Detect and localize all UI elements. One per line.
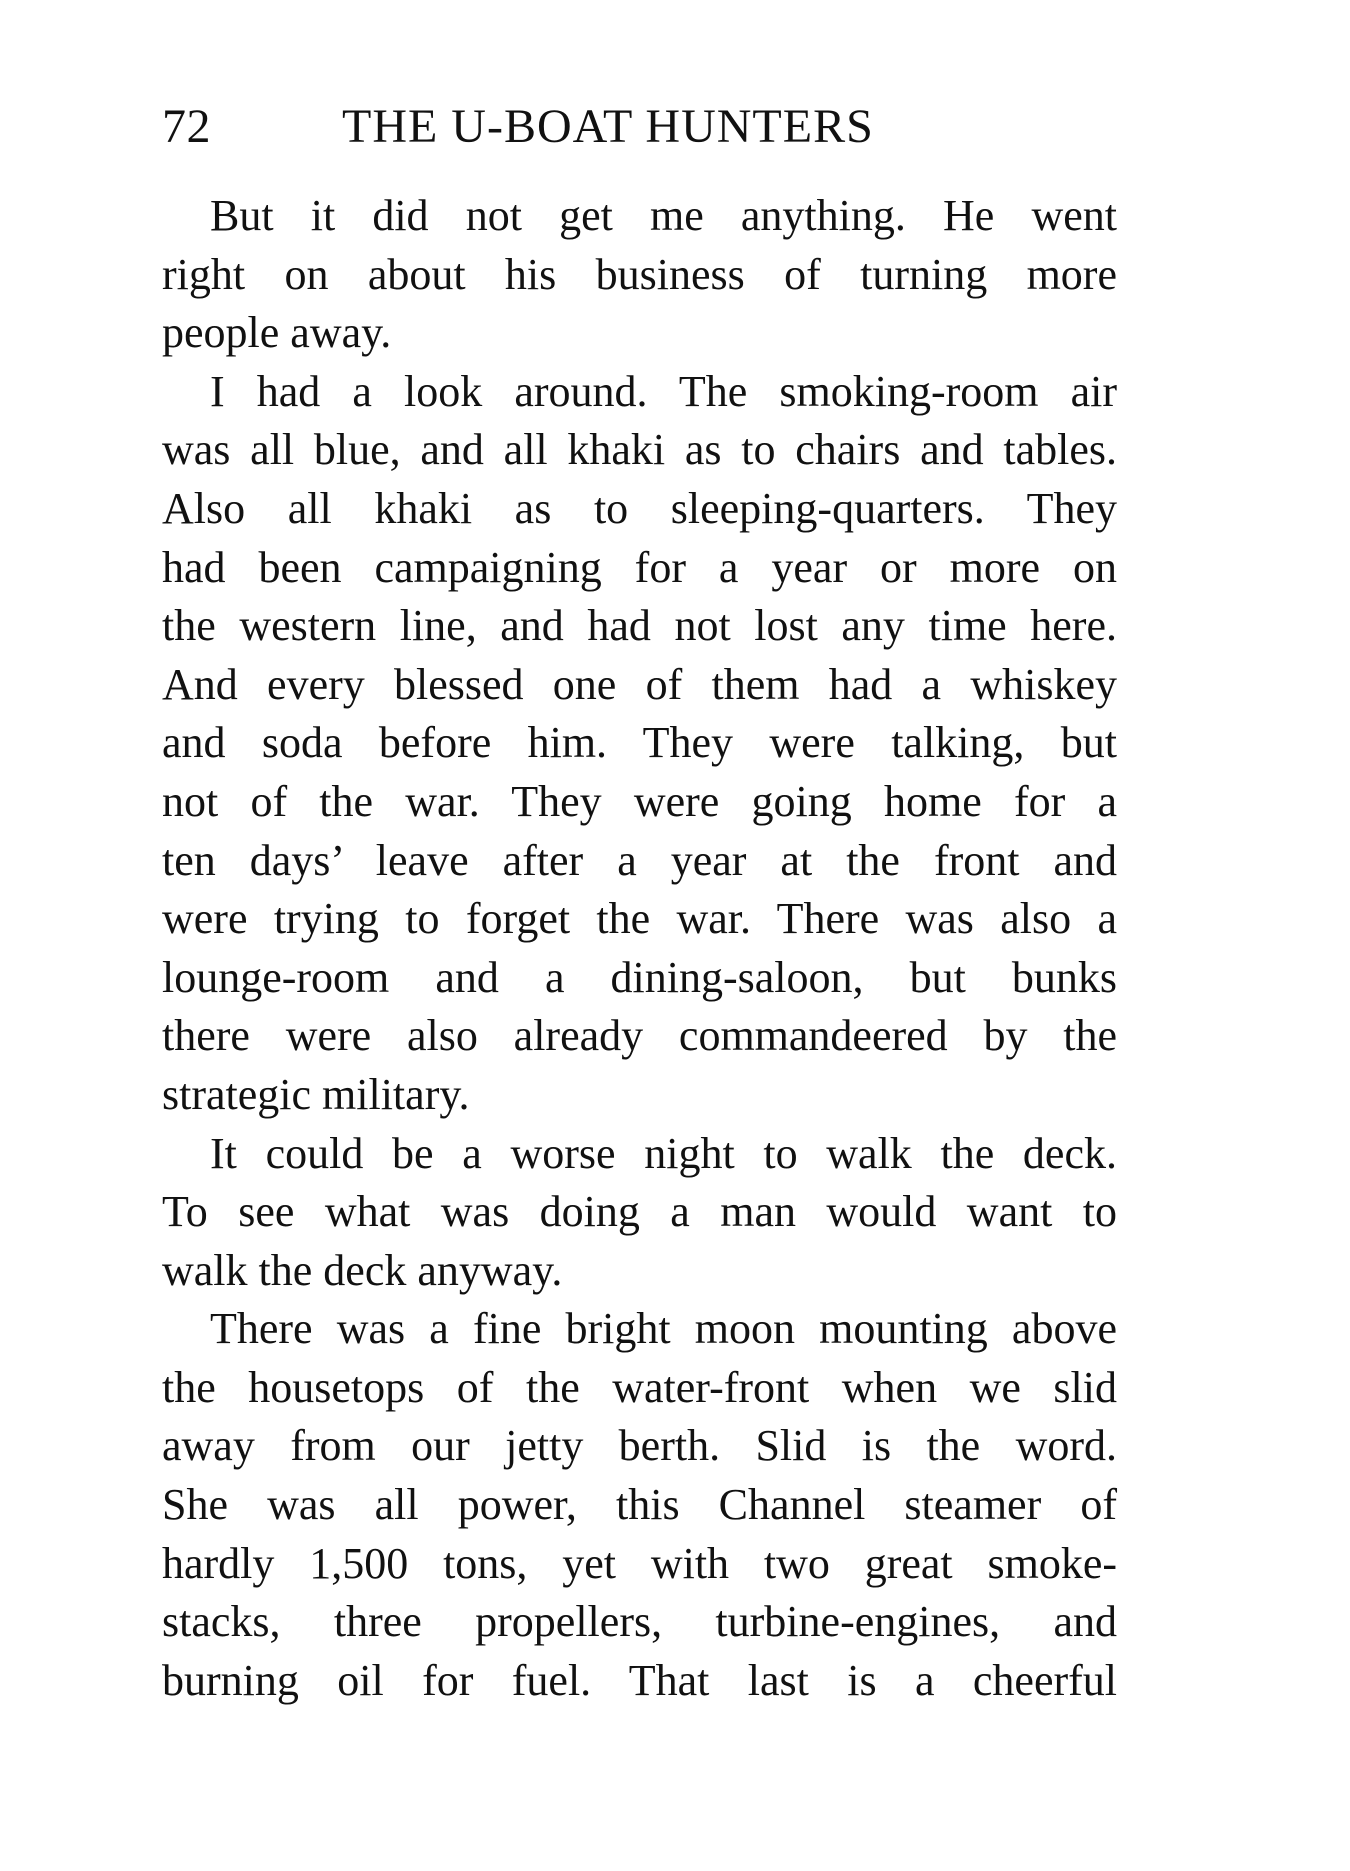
text-line: people away. [162,308,392,358]
text-line: away from our jetty berth. Slid is the word. [162,1421,1117,1471]
text-line: and soda before him. They were talking, but [162,718,1117,768]
text-line: had been campaigning for a year or more on [162,542,1117,592]
text-line: But it did not get me anything. He went [210,191,1117,240]
text-line: She was all power, this Channel steamer of [162,1480,1117,1530]
text-line: the housetops of the water-front when we slid [162,1362,1117,1412]
running-head [162,92,1122,162]
text-line: There was a fine bright moon mounting above [210,1304,1117,1354]
text-line: was all blue, and all khaki as to chairs and tables. [162,425,1117,475]
text-line: Also all khaki as to sleeping-quarters. They [162,483,1117,533]
text-line: were trying to forget the war. There was also a [162,894,1117,944]
text-line: burning oil for fuel. That last is a cheerful [162,1655,1117,1705]
text-line: And every blessed one of them had a whiskey [162,659,1117,709]
text-line: I had a look around. The smoking-room air [210,366,1117,416]
paragraph [162,363,1117,1125]
text-line: To see what was doing a man would want to [162,1187,1117,1237]
paragraph [162,1300,1117,1710]
paragraph [162,1125,1117,1301]
text-line: hardly 1,500 tons, yet with two great smoke- [162,1538,1117,1588]
text-line: there were also already commandeered by the [162,1011,1117,1061]
text-line: lounge-room and a dining-saloon, but bunks [162,952,1117,1002]
running-title: THE U-BOAT HUNTERS [342,100,874,153]
text-line: It could be a worse night to walk the deck. [210,1128,1117,1178]
body-text [162,187,1117,1710]
text-line: stacks, three propellers, turbine-engines, and [162,1597,1117,1647]
paragraph [162,187,1117,363]
text-line: strategic military. [162,1069,470,1119]
text-line: ten days’ leave after a year at the front and [162,835,1117,885]
page-number: 72 [162,100,211,153]
text-line: not of the war. They were going home for a [162,776,1117,826]
text-line: walk the deck anyway. [162,1245,563,1295]
text-line: right on about his business of turning more [162,249,1117,299]
text-line: the western line, and had not lost any time here. [162,601,1117,651]
